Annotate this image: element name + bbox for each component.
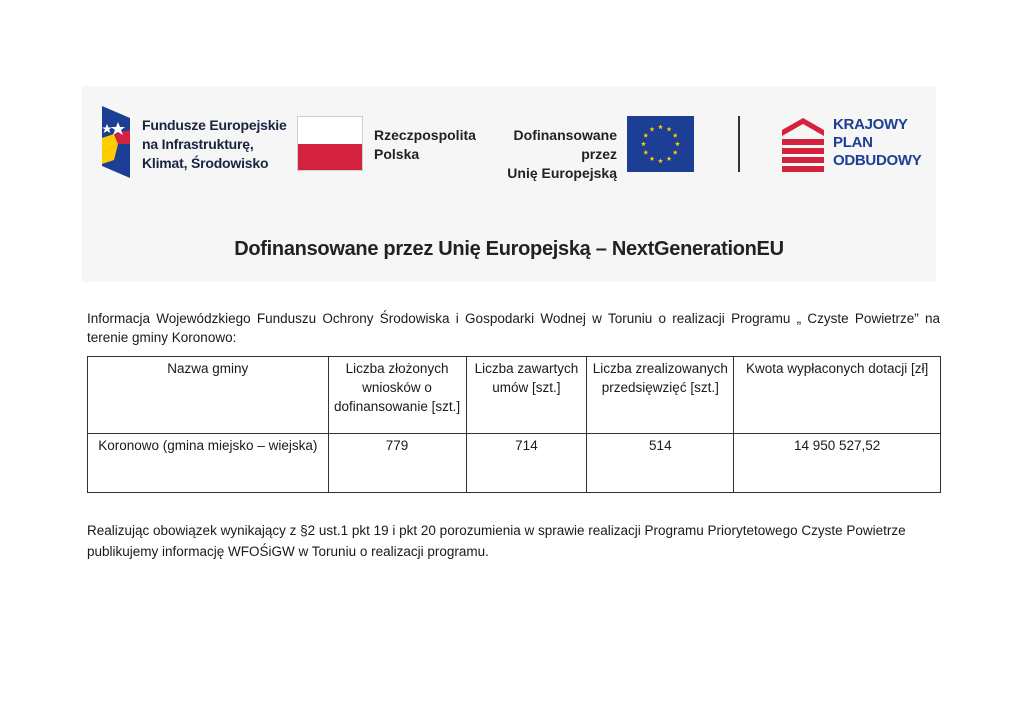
rzeczpospolita-text [374,126,476,164]
fundusze-europejskie-logo [98,104,134,180]
table-cell: 779 [328,434,466,493]
kpo-text [833,116,921,170]
table-cell: 714 [466,434,587,493]
kpo-line-1: KRAJOWY [833,116,908,133]
kpo-line-3: ODBUDOWY [833,152,922,169]
logo-divider [738,116,740,172]
table-cell: Koronowo (gmina miejsko – wiejska) [88,434,329,493]
column-header: Liczba zawartych umów [szt.] [466,357,587,434]
flag-red-stripe [298,144,362,171]
eu-funding-text [484,126,617,183]
fundusze-europejskie-text [142,116,287,173]
krajowy-plan-odbudowy-logo [782,116,824,172]
flag-white-stripe [298,117,362,144]
pl-line-1: Rzeczpospolita [374,127,476,143]
eu-flag [627,116,694,172]
intro-paragraph: Informacja Wojewódzkiego Funduszu Ochrony Środowiska i Gospodarki Wodnej w Toruniu o realizacji Programu „ Czyste Powietrze” na terenie gminy Koronowo: [87,311,940,345]
table-header-row [88,357,941,434]
column-header: Liczba złożonych wniosków o dofinansowanie [szt.] [328,357,466,434]
polish-flag [297,116,363,171]
table-cell: 514 [587,434,734,493]
column-header: Kwota wypłaconych dotacji [zł] [734,357,941,434]
fe-line-1: Fundusze Europejskie [142,117,287,133]
fe-line-2: na Infrastrukturę, [142,136,254,152]
table-row [88,434,941,493]
column-header: Liczba zrealizowanych przedsięwzięć [szt.] [587,357,734,434]
column-header: Nazwa gminy [88,357,329,434]
fe-line-3: Klimat, Środowisko [142,155,269,171]
eu-line-1: Dofinansowane przez [513,127,617,162]
outro-paragraph: Realizując obowiązek wynikający z §2 ust.1 pkt 19 i pkt 20 porozumienia w sprawie realizacji Programu Priorytetowego Czyste Powietrze publikujemy informację WFOŚiGW w Toruniu o realizacji programu. [87,523,906,559]
funding-caption: Dofinansowane przez Unię Europejską – NextGenerationEU [234,238,784,260]
eu-line-2: Unię Europejską [507,165,617,181]
table-cell: 14 950 527,52 [734,434,941,493]
pl-line-2: Polska [374,146,420,162]
kpo-line-2: PLAN [833,134,873,151]
data-table [87,356,941,493]
